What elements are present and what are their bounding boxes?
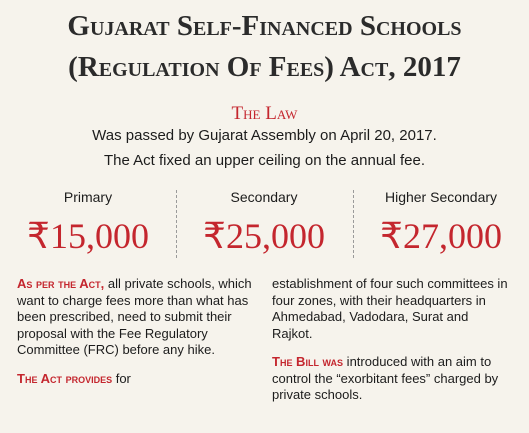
title-line-1: Gujarat Self-Financed Schools — [67, 10, 462, 42]
fee-higher-secondary — [353, 186, 529, 258]
paragraph-as-per-act — [17, 276, 262, 359]
fee-secondary — [176, 186, 352, 258]
title-line-2: (Regulation Of Fees) Act, 2017 — [68, 51, 461, 83]
text-as-per-act: all private schools, which want to charge fees more than what has been prescribed, need to submit their proposal with the Fee Regulatory Committee (FRC) before any hike. — [17, 276, 252, 357]
paragraph-committees: establishment of four such committees in four zones, with their headquarters in Ahmedabad, Vadodara, Surat and Rajkot. — [272, 276, 508, 341]
fee-amount-higher-secondary: ₹27,000 — [380, 216, 502, 256]
fee-primary — [0, 186, 176, 258]
law-heading: The Law — [231, 103, 298, 124]
paragraph-bill — [272, 354, 512, 404]
fee-label-secondary: Secondary — [230, 189, 298, 205]
law-line-2: The Act fixed an upper ceiling on the annual fee. — [103, 152, 426, 169]
fee-amount-primary: ₹15,000 — [27, 216, 149, 256]
fee-amount-secondary: ₹25,000 — [203, 216, 325, 256]
text-bill: introduced with an aim to control the “exorbitant fees” charged by private schools. — [272, 354, 499, 402]
lead-bill: The Bill was — [272, 354, 344, 369]
lead-act-provides: The Act provides — [17, 370, 113, 386]
law-line-1: Was passed by Gujarat Assembly on April 20, 2017. — [92, 127, 437, 144]
body-column-right — [272, 276, 512, 416]
fee-label-primary: Primary — [63, 189, 113, 205]
paragraph-act-provides — [17, 371, 262, 388]
text-act-provides: for — [112, 370, 131, 386]
lead-as-per-act: As per the Act, — [17, 276, 105, 291]
fee-label-higher-secondary: Higher Secondary — [384, 189, 498, 205]
body-column-left — [17, 276, 262, 399]
